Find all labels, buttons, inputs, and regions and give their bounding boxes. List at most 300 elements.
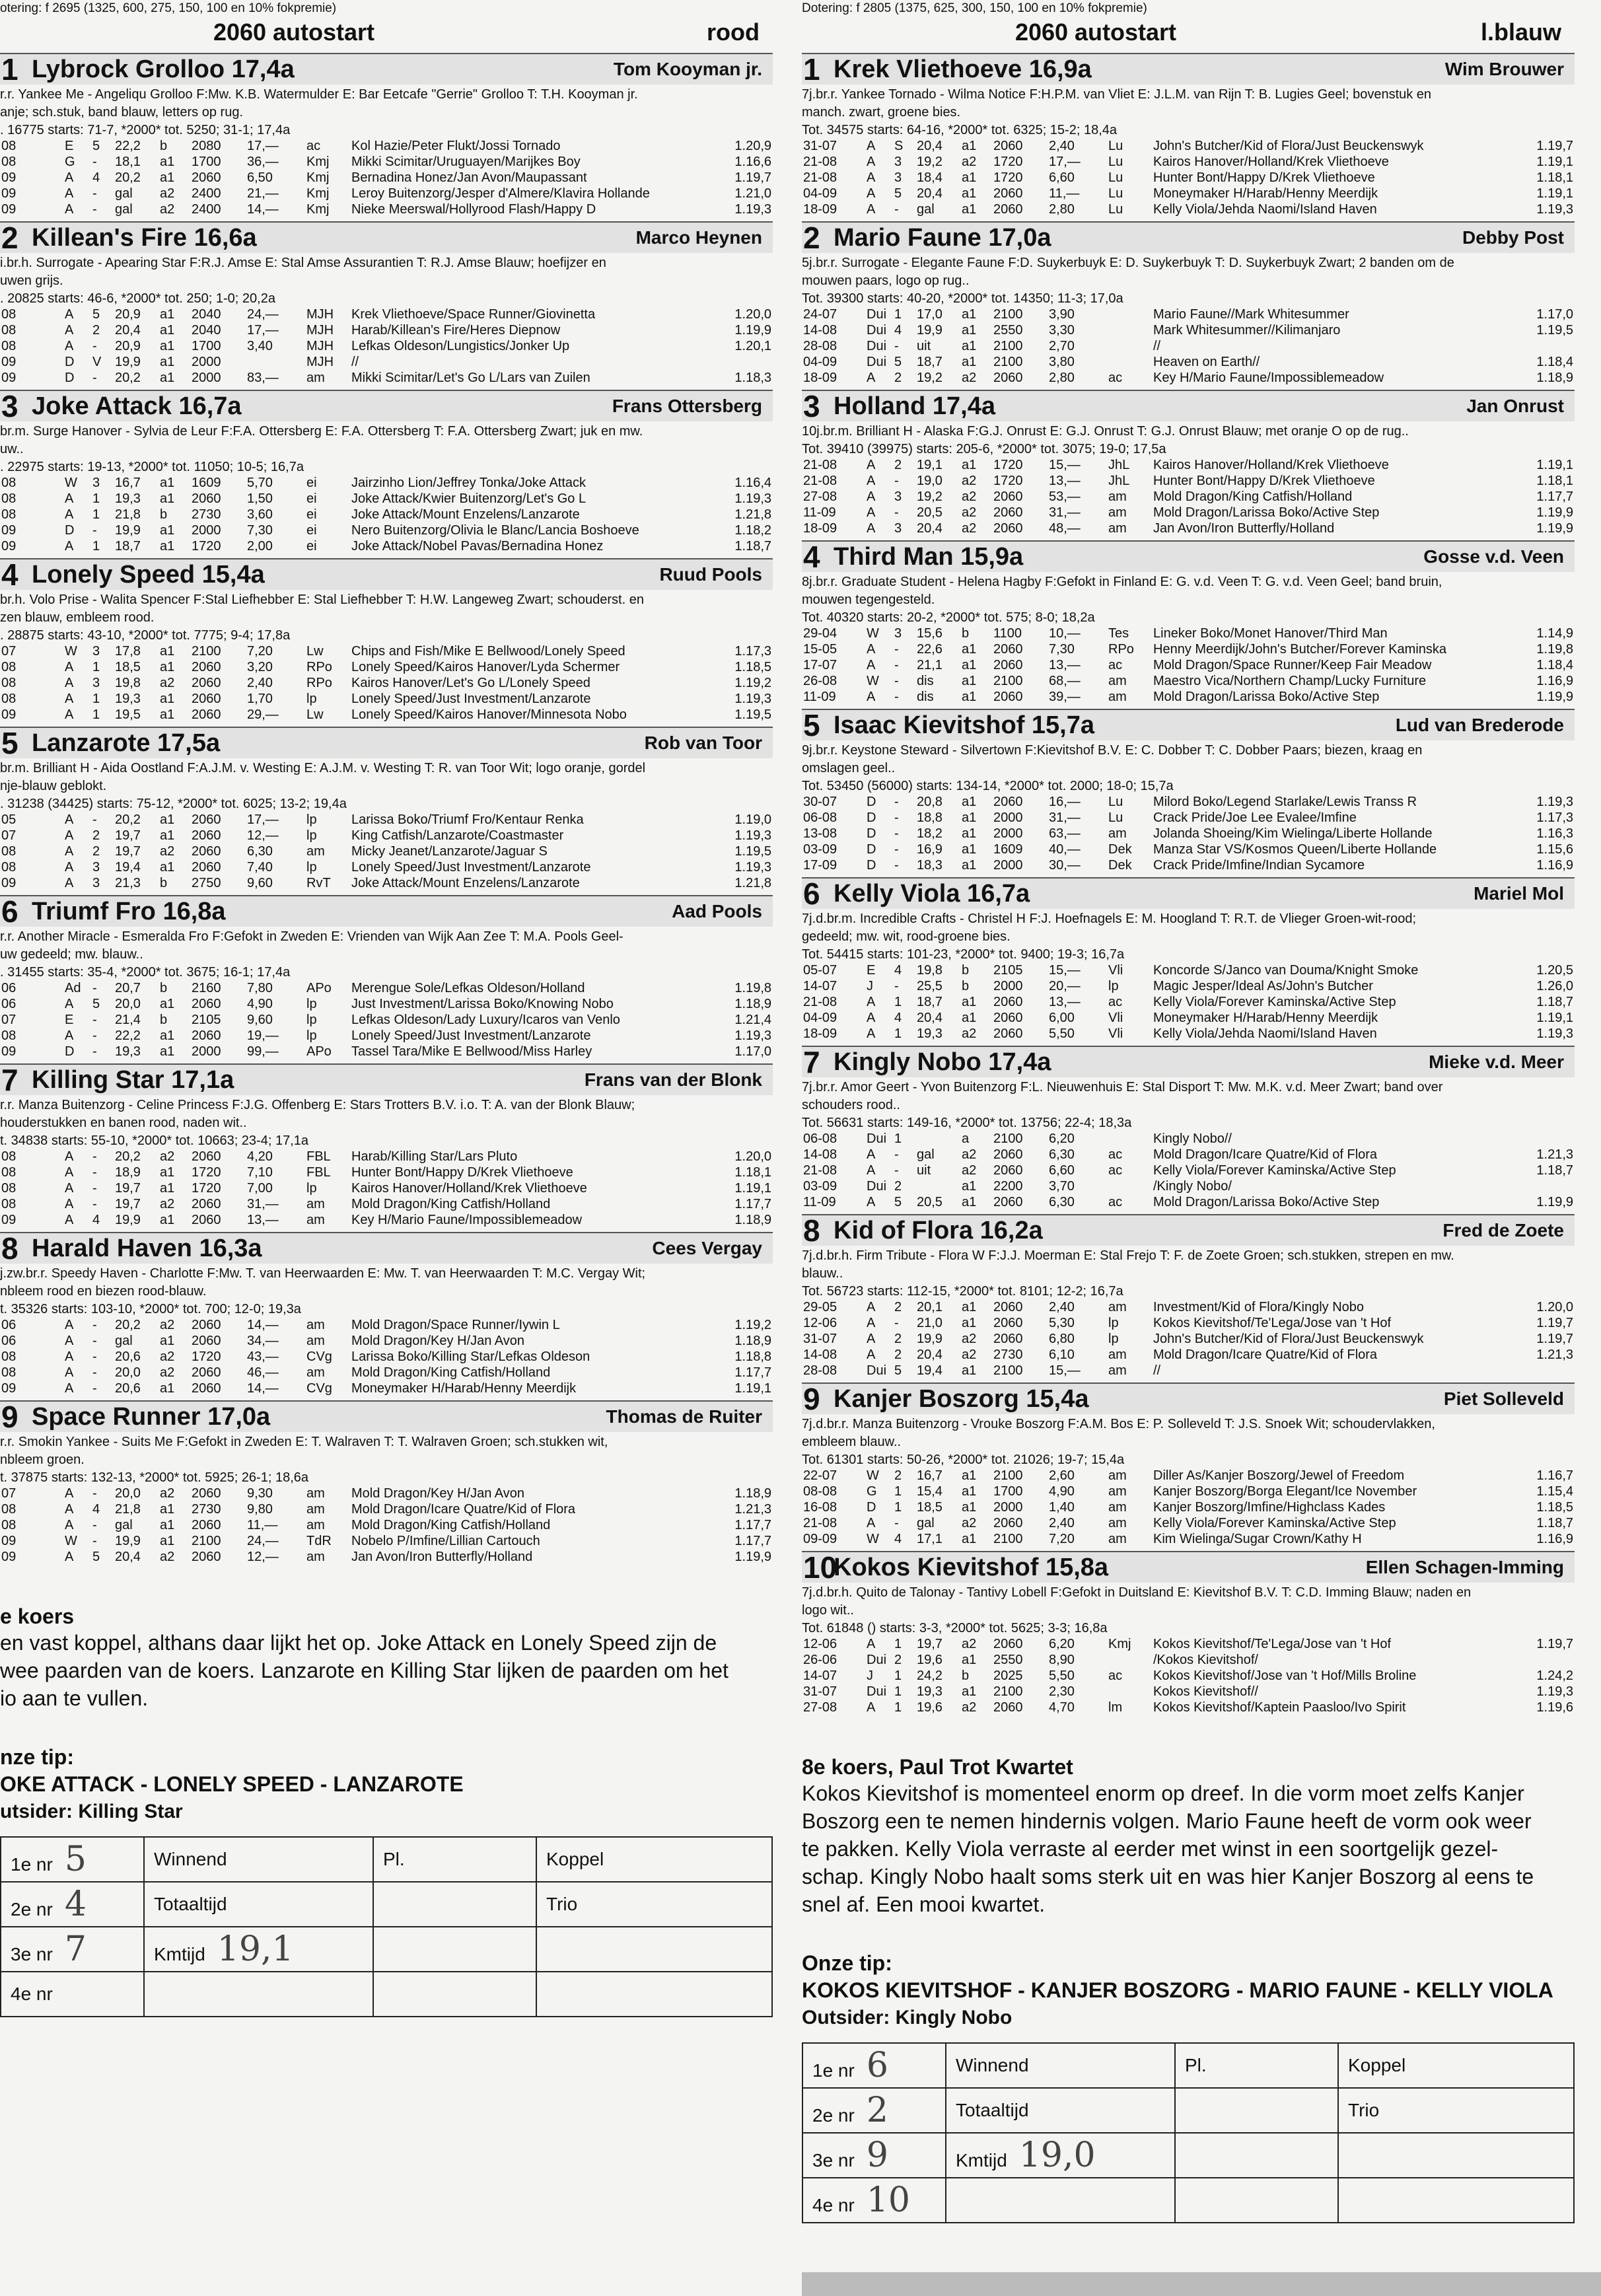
result-cell: Kingly Nobo// xyxy=(1153,1131,1232,1146)
horse-entry xyxy=(802,1046,1575,1210)
result-cell: 21,— xyxy=(247,186,279,201)
horse-number: 5 xyxy=(1,726,18,760)
horse-pedigree-line: . 31238 (34425) starts: 75-12, *2000* tot. 6025; 13-2; 19,4a xyxy=(0,797,347,811)
result-cell: A xyxy=(867,658,876,672)
result-cell: 1 xyxy=(92,707,100,722)
result-cell: Lefkas Oldeson/Lungistics/Jonker Up xyxy=(351,339,570,353)
result-cell: a1 xyxy=(962,186,977,201)
result-cell: Nieke Meerswal/Hollyrood Flash/Happy D xyxy=(351,202,596,217)
horse-header xyxy=(0,1063,773,1095)
result-cell: 1.16,4 xyxy=(734,476,771,490)
result-cell: 48,— xyxy=(1049,521,1081,536)
result-row xyxy=(802,1315,1575,1331)
result-cell: 2 xyxy=(92,828,100,843)
result-cell: // xyxy=(1153,1363,1161,1378)
horse-header xyxy=(0,558,773,590)
result-cell: 2060 xyxy=(993,371,1023,385)
result-cell: A xyxy=(867,521,876,536)
driver-name: Ellen Schagen-Imming xyxy=(1365,1557,1564,1577)
result-cell: dis xyxy=(917,674,934,688)
result-cell: 1.19,9 xyxy=(1536,521,1573,536)
result-cell: 2100 xyxy=(192,644,221,659)
result-cell: Dek xyxy=(1108,842,1132,857)
result-cell: ei xyxy=(306,491,317,506)
result-row xyxy=(0,154,773,170)
result-cell: 1.17,0 xyxy=(734,1044,771,1059)
result-cell: 21-08 xyxy=(803,458,837,472)
result-cell: 06 xyxy=(1,1334,17,1348)
bet-position-cell[interactable] xyxy=(1,1882,144,1927)
result-row xyxy=(802,1178,1575,1194)
result-cell: 1 xyxy=(92,507,100,522)
result-cell: 20,0 xyxy=(115,1365,141,1380)
result-cell: a1 xyxy=(160,660,175,674)
result-cell: 3 xyxy=(92,676,100,690)
result-cell: 1609 xyxy=(993,842,1023,857)
result-cell: 1.17,7 xyxy=(1536,489,1573,504)
bet-pl-cell[interactable] xyxy=(1175,2088,1338,2133)
result-cell: Tes xyxy=(1108,626,1129,641)
result-cell: 4 xyxy=(92,1502,100,1517)
result-cell: 6,10 xyxy=(1049,1347,1075,1362)
result-cell: 26-08 xyxy=(803,674,837,688)
result-cell: 19,9 xyxy=(917,323,943,338)
result-cell: 2060 xyxy=(192,1197,221,1211)
bet-combo-cell[interactable] xyxy=(1338,2043,1574,2088)
result-cell: Lonely Speed/Kairos Hanover/Lyda Schermer xyxy=(351,660,620,674)
result-cell: 31-07 xyxy=(803,1684,837,1699)
bet-type-cell[interactable] xyxy=(946,2133,1175,2178)
result-cell: 19,2 xyxy=(917,155,943,169)
bet-pl-cell[interactable] xyxy=(1175,2133,1338,2178)
result-cell: // xyxy=(1153,339,1161,353)
driver-name: Wim Brouwer xyxy=(1444,59,1564,79)
result-cell: MJH xyxy=(306,323,334,338)
horse-header xyxy=(802,540,1575,572)
result-cell: 05 xyxy=(1,812,17,827)
result-cell: 3,60 xyxy=(247,507,273,522)
result-cell: - xyxy=(894,810,899,825)
result-cell: 16,9 xyxy=(917,842,943,857)
bet-form-table xyxy=(0,1836,773,2017)
bet-position-cell[interactable] xyxy=(1,1927,144,1972)
result-cell: Dui xyxy=(867,323,887,338)
result-cell: 2730 xyxy=(192,507,221,522)
result-cell: 2060 xyxy=(192,1213,221,1227)
result-cell: a1 xyxy=(160,539,175,554)
bet-type-cell[interactable] xyxy=(946,2088,1175,2133)
bet-type-cell[interactable] xyxy=(946,2043,1175,2088)
result-cell: - xyxy=(92,1381,97,1396)
result-cell: 09 xyxy=(1,371,17,385)
horse-name: Harald Haven 16,3a xyxy=(32,1234,262,1262)
result-cell: b xyxy=(962,1668,970,1683)
result-cell: A xyxy=(867,139,876,153)
result-cell: - xyxy=(894,979,899,993)
driver-name: Frans van der Blonk xyxy=(584,1069,762,1090)
result-cell: 2160 xyxy=(192,981,221,995)
bet-type-cell[interactable] xyxy=(144,1972,373,2017)
result-cell: 19,3 xyxy=(115,692,141,706)
result-cell: 5,50 xyxy=(1049,1668,1075,1683)
result-cell: 2 xyxy=(894,1300,902,1314)
result-cell: 1 xyxy=(92,660,100,674)
bet-pl-cell[interactable] xyxy=(1175,2178,1338,2223)
horse-header xyxy=(0,1232,773,1264)
result-cell: 5 xyxy=(92,1550,100,1564)
result-cell: 2000 xyxy=(192,371,221,385)
result-cell xyxy=(1107,1178,1152,1194)
bet-combo-cell[interactable] xyxy=(1338,2088,1574,2133)
result-row xyxy=(802,322,1575,338)
result-cell xyxy=(915,1178,960,1194)
bet-combo-cell[interactable] xyxy=(536,1837,772,1882)
result-cell: 08 xyxy=(1,155,17,169)
result-cell: a1 xyxy=(962,355,977,369)
result-cell: Jan Avon/Iron Butterfly/Holland xyxy=(351,1550,533,1564)
result-cell: King Catfish/Lanzarote/Coastmaster xyxy=(351,828,564,843)
result-row xyxy=(802,641,1575,657)
horse-name: Mario Faune 17,0a xyxy=(834,223,1051,252)
result-row xyxy=(0,643,773,659)
result-cell: a2 xyxy=(160,1486,175,1501)
bet-position-cell[interactable] xyxy=(802,2043,946,2088)
result-cell: 4,20 xyxy=(247,1149,273,1164)
result-cell: 34,— xyxy=(247,1334,279,1348)
driver-name: Jan Onrust xyxy=(1466,396,1564,416)
bet-position-cell[interactable] xyxy=(802,2133,946,2178)
result-cell: Dui xyxy=(867,1684,887,1699)
result-cell: 40,— xyxy=(1049,842,1081,857)
horse-number: 4 xyxy=(803,540,820,574)
result-cell: 1720 xyxy=(993,170,1023,185)
result-cell: D xyxy=(867,1500,876,1515)
bet-pl-cell[interactable] xyxy=(1175,2043,1338,2088)
result-cell: 2060 xyxy=(192,1486,221,1501)
result-cell: D xyxy=(867,826,876,841)
result-row xyxy=(802,170,1575,186)
result-cell: A xyxy=(65,539,74,554)
result-row xyxy=(802,1010,1575,1026)
result-cell: 1.19,1 xyxy=(1536,1011,1573,1025)
result-cell: 12-06 xyxy=(803,1637,837,1651)
result-cell: 20,8 xyxy=(917,795,943,809)
result-cell: 18,7 xyxy=(917,355,943,369)
result-cell: 2060 xyxy=(192,997,221,1011)
result-cell: 19,5 xyxy=(115,707,141,722)
bet-combo-cell[interactable] xyxy=(536,1882,772,1927)
result-cell: Mold Dragon/Icare Quatre/Kid of Flora xyxy=(1153,1147,1378,1162)
result-cell: MJH xyxy=(306,339,334,353)
result-cell: 2 xyxy=(92,323,100,338)
result-cell: 2060 xyxy=(192,676,221,690)
result-cell: lp xyxy=(306,812,317,827)
result-cell: lp xyxy=(306,1028,317,1043)
driver-name: Fred de Zoete xyxy=(1442,1220,1564,1240)
result-cell: A xyxy=(867,170,876,185)
result-cell: A xyxy=(867,1316,876,1330)
result-cell: Larissa Boko/Triumf Fro/Kentaur Renka xyxy=(351,812,584,827)
result-cell: 15-05 xyxy=(803,642,837,657)
horse-number: 2 xyxy=(1,221,18,255)
result-row xyxy=(0,522,773,538)
result-cell: 2100 xyxy=(993,1363,1023,1378)
horse-header xyxy=(802,390,1575,421)
result-cell: 1.18,1 xyxy=(1536,474,1573,488)
result-cell: 1.16,6 xyxy=(734,155,771,169)
result-row xyxy=(0,1365,773,1381)
race-title: 2060 autostart xyxy=(213,18,375,46)
tip-label: Onze tip: xyxy=(802,1951,892,1975)
bet-position-cell[interactable] xyxy=(802,2088,946,2133)
result-cell: 2730 xyxy=(192,1502,221,1517)
handwritten-number: 5 xyxy=(64,1840,87,1879)
result-cell: 20,2 xyxy=(115,812,141,827)
bet-combo-cell[interactable] xyxy=(536,1927,772,1972)
result-cell: 3,80 xyxy=(1049,355,1075,369)
result-cell: 2,60 xyxy=(1049,1468,1075,1483)
result-cell: 2 xyxy=(92,844,100,859)
result-cell: 1.20,0 xyxy=(734,307,771,322)
result-cell: Kokos Kievitshof/Kaptein Paasloo/Ivo Spirit xyxy=(1153,1700,1406,1715)
result-cell: 08 xyxy=(1,692,17,706)
result-cell: b xyxy=(962,963,970,978)
result-cell: a1 xyxy=(160,355,175,369)
results-table xyxy=(802,1131,1575,1210)
bet-pl-cell[interactable] xyxy=(373,1972,536,2017)
horse-header xyxy=(0,221,773,253)
result-cell: - xyxy=(92,981,97,995)
result-cell: 31-07 xyxy=(803,1332,837,1346)
result-cell: 30,— xyxy=(1049,858,1081,873)
result-cell: - xyxy=(894,858,899,873)
result-cell: Kokos Kievitshof/Jose van 't Hof/Mills Broline xyxy=(1153,1668,1417,1683)
result-cell: 24,— xyxy=(247,1534,279,1548)
result-cell: 1.19,3 xyxy=(1536,795,1573,809)
result-cell: 2060 xyxy=(993,1195,1023,1209)
bet-combo-cell[interactable] xyxy=(1338,2133,1574,2178)
horse-pedigree-line: schouders rood.. xyxy=(802,1098,900,1112)
bet-type-cell[interactable] xyxy=(144,1837,373,1882)
result-cell: a2 xyxy=(962,1700,977,1715)
result-cell: a1 xyxy=(962,1684,977,1699)
result-cell: 27-08 xyxy=(803,489,837,504)
bet-combo-cell[interactable] xyxy=(536,1972,772,2017)
result-cell: 2105 xyxy=(993,963,1023,978)
result-cell: 07 xyxy=(1,644,17,659)
result-cell: 4 xyxy=(894,1011,902,1025)
result-cell: lp xyxy=(306,1181,317,1196)
result-cell: 17,8 xyxy=(115,644,141,659)
result-cell: Just Investment/Larissa Boko/Knowing Nobo xyxy=(351,997,614,1011)
result-cell: Moneymaker H/Harab/Henny Meerdijk xyxy=(1153,1011,1378,1025)
driver-name: Cees Vergay xyxy=(652,1238,762,1258)
result-cell: 5 xyxy=(894,186,902,201)
result-cell: W xyxy=(867,626,879,641)
result-cell: a1 xyxy=(160,307,175,322)
result-cell: A xyxy=(65,1165,74,1180)
result-cell: A xyxy=(867,1332,876,1346)
result-cell: Dui xyxy=(867,1131,887,1146)
result-cell: 1.18,1 xyxy=(1536,170,1573,185)
result-cell xyxy=(1107,1684,1152,1700)
result-row xyxy=(802,994,1575,1010)
result-cell: a1 xyxy=(160,1181,175,1196)
horse-number: 9 xyxy=(1,1400,18,1434)
result-cell: 1720 xyxy=(993,155,1023,169)
position-label: 1e nr xyxy=(812,2060,855,2081)
result-cell: Mark Whitesummer//Kilimanjaro xyxy=(1153,323,1341,338)
result-cell xyxy=(684,354,773,370)
result-row xyxy=(802,626,1575,641)
result-cell: 2 xyxy=(894,1468,902,1483)
horse-entry xyxy=(802,390,1575,536)
combo-label: Koppel xyxy=(1348,2055,1406,2075)
koers-text-line: Boszorg een te nemen hindernis volgen. Mario Faune heeft de vorm ook weer xyxy=(802,1809,1532,1833)
result-cell: A xyxy=(867,1195,876,1209)
result-cell: 1.16,7 xyxy=(1536,1468,1573,1483)
result-cell: a2 xyxy=(160,186,175,201)
bet-position-cell[interactable] xyxy=(802,2178,946,2223)
result-cell: 2060 xyxy=(993,995,1023,1009)
bet-position-cell[interactable] xyxy=(1,1837,144,1882)
bet-type-cell[interactable] xyxy=(946,2178,1175,2223)
bet-type-cell[interactable] xyxy=(144,1927,373,1972)
result-cell: Diller As/Kanjer Boszorg/Jewel of Freedom xyxy=(1153,1468,1405,1483)
result-cell: am xyxy=(1108,489,1127,504)
result-cell: A xyxy=(65,491,74,506)
result-cell: 18,4 xyxy=(917,170,943,185)
result-row xyxy=(0,475,773,491)
result-cell: 4 xyxy=(92,170,100,185)
result-cell: Crack Pride/Joe Lee Evalee/Imfine xyxy=(1153,810,1357,825)
result-cell: ei xyxy=(306,539,317,554)
result-cell: 2060 xyxy=(993,1316,1023,1330)
result-cell: 1.19,8 xyxy=(734,981,771,995)
result-cell: 2100 xyxy=(993,1532,1023,1546)
result-cell: CVg xyxy=(306,1349,332,1364)
result-cell: Kanjer Boszorg/Imfine/Highclass Kades xyxy=(1153,1500,1386,1515)
result-cell: 06 xyxy=(1,981,17,995)
result-cell: // xyxy=(351,355,359,369)
outsider-text: Outsider: Kingly Nobo xyxy=(802,2007,1013,2028)
result-cell: gal xyxy=(917,1516,935,1530)
result-cell: a1 xyxy=(962,1316,977,1330)
result-cell: 19,8 xyxy=(917,963,943,978)
result-cell: 1.19,5 xyxy=(734,844,771,859)
result-cell: a1 xyxy=(160,339,175,353)
result-cell: 1.19,9 xyxy=(734,323,771,338)
result-row xyxy=(0,996,773,1012)
result-cell: 19,— xyxy=(247,1028,279,1043)
result-cell: A xyxy=(867,1026,876,1041)
result-cell xyxy=(1486,1363,1575,1379)
bet-type-cell[interactable] xyxy=(144,1882,373,1927)
bet-position-cell[interactable] xyxy=(1,1972,144,2017)
result-cell: Nobelo P/Imfine/Lillian Cartouch xyxy=(351,1534,540,1548)
result-row xyxy=(802,657,1575,673)
result-cell: 20,2 xyxy=(115,1149,141,1164)
result-cell: A xyxy=(65,186,74,201)
result-cell: 2060 xyxy=(192,812,221,827)
result-cell: 09-09 xyxy=(803,1532,837,1546)
bet-pl-cell[interactable] xyxy=(373,1837,536,1882)
bet-combo-cell[interactable] xyxy=(1338,2178,1574,2223)
result-cell: 2100 xyxy=(993,355,1023,369)
result-cell: 15,— xyxy=(1049,458,1081,472)
result-cell: 16-08 xyxy=(803,1500,837,1515)
result-cell: 2060 xyxy=(993,1147,1023,1162)
result-cell: D xyxy=(867,842,876,857)
result-cell: a1 xyxy=(962,339,977,353)
result-cell: 1.18,8 xyxy=(734,1349,771,1364)
result-cell: MJH xyxy=(306,355,334,369)
result-cell: 1720 xyxy=(192,539,221,554)
result-cell: 2060 xyxy=(993,690,1023,704)
result-cell: A xyxy=(65,507,74,522)
result-cell: b xyxy=(160,507,168,522)
horse-pedigree-line: Tot. 53450 (56000) starts: 134-14, *2000* tot. 2000; 18-0; 15,7a xyxy=(802,779,1174,793)
race-color: rood xyxy=(707,18,760,46)
result-cell: D xyxy=(867,795,876,809)
result-cell: - xyxy=(92,1197,97,1211)
bet-pl-cell[interactable] xyxy=(373,1882,536,1927)
handwritten-number: 6 xyxy=(866,2046,888,2085)
result-cell: 68,— xyxy=(1049,674,1081,688)
result-cell: 17,0 xyxy=(917,307,943,322)
horse-number: 3 xyxy=(1,389,18,423)
position-label: 2e nr xyxy=(11,1899,53,1919)
result-cell: 1.19,0 xyxy=(734,812,771,827)
result-cell: a1 xyxy=(962,202,977,217)
horse-number: 5 xyxy=(803,708,820,742)
horse-name: Triumf Fro 16,8a xyxy=(32,897,226,925)
horse-pedigree-line: . 28875 starts: 43-10, *2000* tot. 7775; 9-4; 17,8a xyxy=(0,628,291,643)
result-cell: a1 xyxy=(160,692,175,706)
result-cell: a1 xyxy=(962,810,977,825)
handwritten-number: 10 xyxy=(866,2180,910,2220)
result-cell: 1 xyxy=(894,1637,902,1651)
result-cell: 7,00 xyxy=(247,1181,273,1196)
result-cell: 2550 xyxy=(993,323,1023,338)
bet-pl-cell[interactable] xyxy=(373,1927,536,1972)
result-cell: am xyxy=(1108,674,1127,688)
result-row xyxy=(802,1515,1575,1531)
result-cell: 2060 xyxy=(993,642,1023,657)
result-cell: Kokos Kievitshof// xyxy=(1153,1684,1258,1699)
result-cell: 2105 xyxy=(192,1013,221,1027)
horse-header xyxy=(0,1400,773,1432)
result-row xyxy=(802,1700,1575,1715)
result-cell: A xyxy=(65,997,74,1011)
horse-entry xyxy=(0,53,773,217)
result-cell: 28-08 xyxy=(803,339,837,353)
result-cell: Hunter Bont/Happy D/Krek Vliethoeve xyxy=(351,1165,573,1180)
result-row xyxy=(0,201,773,217)
result-cell: 3 xyxy=(92,476,100,490)
result-cell: 6,60 xyxy=(1049,170,1075,185)
result-cell: a1 xyxy=(160,860,175,875)
result-cell: a1 xyxy=(962,658,977,672)
result-cell: 6,50 xyxy=(247,170,273,185)
result-cell: 06-08 xyxy=(803,1131,837,1146)
result-cell: Lineker Boko/Monet Hanover/Third Man xyxy=(1153,626,1388,641)
result-cell: 1.19,7 xyxy=(734,170,771,185)
result-cell: am xyxy=(1108,1468,1127,1483)
bet-row xyxy=(1,1837,772,1882)
results-table xyxy=(802,626,1575,705)
result-cell: Mold Dragon/Space Runner/Iywin L xyxy=(351,1318,560,1332)
